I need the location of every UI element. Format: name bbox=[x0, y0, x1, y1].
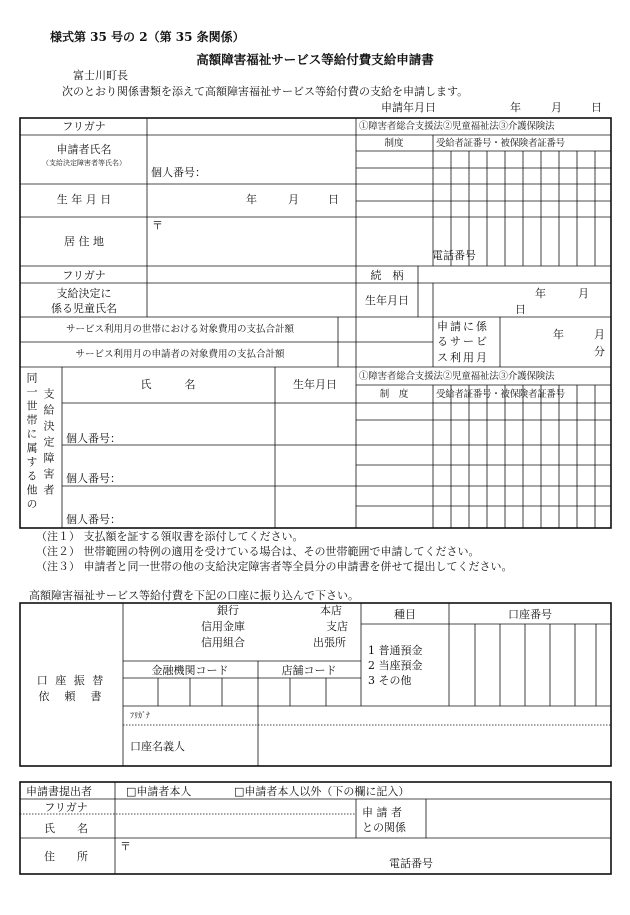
application-date-day: 日 bbox=[591, 101, 602, 114]
bank-type-shinkin: 信用金庫 bbox=[201, 620, 245, 633]
submitter-phone-label: 電話番号 bbox=[389, 857, 433, 870]
child-relation-label: 続 柄 bbox=[370, 269, 404, 282]
applicant-address-field[interactable] bbox=[165, 220, 605, 262]
household-total-field[interactable] bbox=[341, 320, 431, 340]
applicant-dob-label: 生 年 月 日 bbox=[56, 193, 112, 206]
applicant-phone-label: 電話番号 bbox=[432, 249, 476, 262]
holder-furigana-label: ﾌﾘｶﾞﾅ bbox=[130, 711, 150, 720]
service-month-label-3: ス利用月 bbox=[437, 351, 489, 364]
bank-label-2: 依 頼 書 bbox=[38, 690, 104, 703]
service-month-label-2: るサービ bbox=[437, 335, 489, 348]
submitter-relation-label-2: との関係 bbox=[362, 821, 406, 834]
bank-type-kumiai: 信用組合 bbox=[201, 636, 245, 649]
child-dob-label: 生年月日 bbox=[365, 294, 409, 307]
note-2: （注２） 世帯範囲の特例の適用を受けている場合は、その世帯範囲で申請してください。 bbox=[36, 545, 480, 558]
page-title: 高額障害福祉サービス等給付費支給申請書 bbox=[196, 52, 434, 67]
applicant-name-field[interactable] bbox=[150, 138, 350, 158]
bank-label-1: 口 座 振 替 bbox=[36, 674, 106, 687]
household-member-row[interactable] bbox=[65, 405, 273, 443]
child-dob-day: 日 bbox=[515, 303, 526, 316]
household-vertical-outer: 同一世帯に属する他の bbox=[25, 372, 38, 512]
applicant-address-label: 居 住 地 bbox=[64, 235, 104, 248]
note-3: （注３） 申請者と同一世帯の他の支給決定障害者等全員分の申請書を併せて提出してください。 bbox=[36, 560, 513, 573]
submitter-postal-mark: 〒 bbox=[120, 840, 131, 853]
cert-number-label: 受給者証番号・被保険者証番号 bbox=[436, 138, 565, 149]
account-number-field[interactable] bbox=[451, 626, 609, 704]
household-personal-no-1: 個人番号： bbox=[66, 432, 121, 445]
applicant-dob-year: 年 bbox=[246, 193, 257, 206]
holder-label: 口座名義人 bbox=[130, 740, 185, 753]
branch-name-field[interactable] bbox=[262, 606, 312, 658]
holder-furigana-field[interactable] bbox=[262, 708, 608, 723]
system-label: 制度 bbox=[384, 138, 404, 149]
addressee: 富士川町長 bbox=[73, 69, 128, 82]
account-kind-3: 3 その他 bbox=[368, 674, 412, 687]
submitter-relation-field[interactable] bbox=[429, 801, 609, 836]
note-1: （注１） 支払額を証する領収書を添付してください。 bbox=[36, 530, 304, 543]
account-kind-2: 2 当座預金 bbox=[368, 659, 423, 672]
applicant-total-label: サービス利用月の申請者の対象費用の支払合計額 bbox=[75, 349, 285, 360]
bank-name-field[interactable] bbox=[126, 606, 196, 658]
application-date-label: 申請年月日 bbox=[381, 101, 436, 114]
service-month-unit: 分 bbox=[594, 345, 605, 358]
application-date-year: 年 bbox=[510, 101, 521, 114]
applicant-postal-mark: 〒 bbox=[152, 219, 163, 232]
applicant-dob-day: 日 bbox=[328, 193, 339, 206]
submitter-address-field[interactable] bbox=[135, 840, 605, 872]
branch-code-label: 店舗コード bbox=[281, 664, 337, 677]
application-date-month: 月 bbox=[551, 101, 562, 114]
child-dob-year: 年 bbox=[535, 287, 546, 300]
submitter-option-self[interactable]: □申請者本人 bbox=[126, 785, 192, 798]
account-kind-label: 種目 bbox=[394, 608, 416, 621]
account-number-label: 口座番号 bbox=[508, 608, 552, 621]
intro-text: 次のとおり関係書類を添えて高額障害福祉サービス等給付費の支給を申請します。 bbox=[62, 85, 469, 98]
submitter-address-label: 住 所 bbox=[44, 850, 88, 863]
transfer-intro: 高額障害福祉サービス等給付費を下記の口座に振り込んで下さい。 bbox=[29, 589, 359, 602]
service-month-label-1: 申請に係 bbox=[437, 320, 489, 333]
household-personal-no-3: 個人番号： bbox=[66, 513, 121, 526]
branch-type-office: 出張所 bbox=[313, 636, 346, 649]
bank-type-bank: 銀行 bbox=[217, 604, 239, 617]
child-name-field[interactable] bbox=[150, 284, 350, 314]
applicant-dob-month: 月 bbox=[288, 193, 299, 206]
law-header: ①障害者総合支援法②児童福祉法③介護保険法 bbox=[359, 121, 555, 132]
submitter-name-field[interactable] bbox=[118, 816, 354, 836]
applicant-name-label: 申請者氏名 bbox=[56, 143, 112, 156]
submitter-relation-label-1: 申 請 者 bbox=[362, 806, 402, 819]
branch-code-field[interactable] bbox=[261, 680, 359, 704]
service-month-year: 年 bbox=[553, 328, 564, 341]
applicant-personal-no-label: 個人番号： bbox=[151, 166, 206, 179]
household-total-label: サービス利用月の世帯における対象費用の支払合計額 bbox=[65, 324, 295, 335]
branch-type-main: 本店 bbox=[320, 604, 342, 617]
submitter-furigana-field[interactable] bbox=[118, 801, 354, 813]
holder-name-field[interactable] bbox=[262, 728, 608, 764]
submitter-furigana-label: フリガナ bbox=[44, 801, 88, 814]
bank-code-label: 金融機関コード bbox=[151, 664, 229, 677]
household-law-header: ①障害者総合支援法②児童福祉法③介護保険法 bbox=[359, 371, 555, 382]
bank-code-field[interactable] bbox=[126, 680, 256, 704]
household-vertical-inner: 支給決定障害者 bbox=[42, 388, 55, 500]
child-name-label-1: 支給決定に bbox=[56, 287, 112, 300]
submitter-label: 申請書提出者 bbox=[26, 785, 92, 798]
household-member-row[interactable] bbox=[65, 447, 273, 484]
applicant-furigana-label: フリガナ bbox=[62, 120, 106, 133]
child-dob-month: 月 bbox=[578, 287, 589, 300]
household-personal-no-2: 個人番号： bbox=[66, 472, 121, 485]
household-system-label: 制 度 bbox=[379, 389, 409, 400]
applicant-furigana-field[interactable] bbox=[150, 121, 350, 133]
child-furigana-label: フリガナ bbox=[62, 269, 106, 282]
applicant-total-field[interactable] bbox=[341, 345, 431, 365]
submitter-option-other[interactable]: □申請者本人以外（下の欄に記入） bbox=[234, 785, 410, 798]
household-name-col: 氏 名 bbox=[140, 378, 196, 391]
submitter-name-label: 氏 名 bbox=[44, 822, 88, 835]
child-name-label-2: 係る児童氏名 bbox=[51, 302, 117, 315]
household-member-row[interactable] bbox=[65, 488, 273, 526]
account-kind-1: 1 普通預金 bbox=[368, 644, 423, 657]
branch-type-branch: 支店 bbox=[326, 620, 348, 633]
applicant-personal-no-field[interactable] bbox=[215, 160, 350, 180]
household-cert-label: 受給者証番号・被保険者証番号 bbox=[436, 389, 565, 400]
applicant-name-sublabel: （支給決定障害者等氏名） bbox=[42, 159, 126, 167]
form-number: 様式第 35 号の 2（第 35 条関係） bbox=[50, 30, 245, 44]
household-dob-col: 生年月日 bbox=[293, 378, 337, 391]
service-month-month: 月 bbox=[594, 328, 605, 341]
